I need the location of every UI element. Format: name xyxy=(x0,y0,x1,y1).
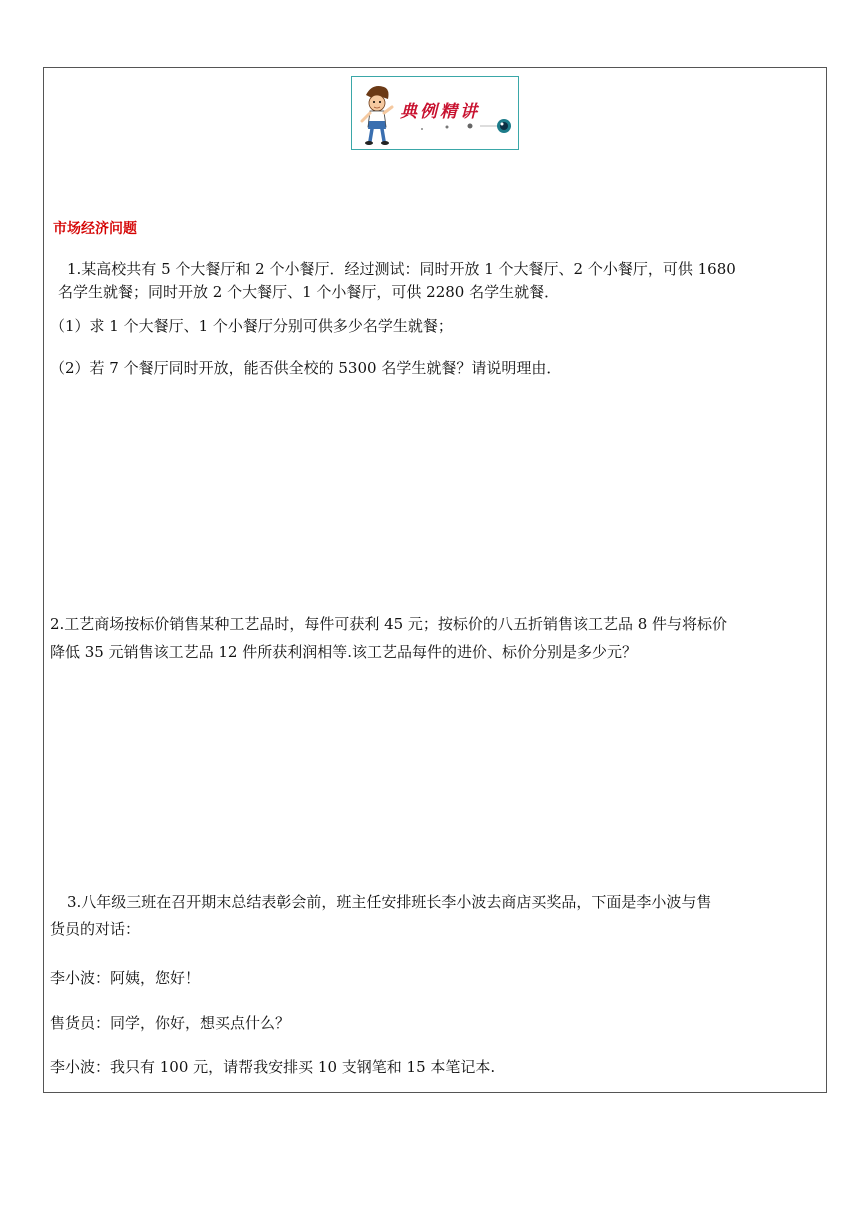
problem3-line2: 货员的对话： xyxy=(50,920,141,938)
problem3-line1: 3.八年级三班在召开期末总结表彰会前，班主任安排班长李小波去商店买奖品，下面是李小波与售 xyxy=(67,893,712,911)
dialog-line-3: 李小波：我只有 100 元，请帮我安排买 10 支钢笔和 15 本笔记本. xyxy=(50,1058,496,1076)
section-title: 市场经济问题 xyxy=(53,221,137,237)
banner-title: 典例精讲 xyxy=(400,102,480,122)
problem1-line2: 名学生就餐；同时开放 2 个大餐厅、1 个小餐厅，可供 2280 名学生就餐． xyxy=(58,283,560,301)
dialog-line-2: 售货员：同学，你好，想买点什么？ xyxy=(50,1014,291,1032)
problem2-line1: 2.工艺商场按标价销售某种工艺品时，每件可获利 45 元；按标价的八五折销售该工艺品 8 件与将标价 xyxy=(50,615,728,633)
worksheet-frame xyxy=(43,67,827,1093)
example-banner xyxy=(351,76,519,150)
problem1-part2: （2）若 7 个餐厅同时开放，能否供全校的 5300 名学生就餐？请说明理由． xyxy=(50,359,562,377)
problem1-line1: 1.某高校共有 5 个大餐厅和 2 个小餐厅．经过测试：同时开放 1 个大餐厅、2 个小餐厅，可供 1680 xyxy=(67,260,736,278)
dialog-line-1: 李小波：阿姨，您好！ xyxy=(50,969,201,987)
problem1-part1: （1）求 1 个大餐厅、1 个小餐厅分别可供多少名学生就餐； xyxy=(50,317,453,335)
problem2-line2: 降低 35 元销售该工艺品 12 件所获利润相等.该工艺品每件的进价、标价分别是多少元？ xyxy=(50,643,638,661)
